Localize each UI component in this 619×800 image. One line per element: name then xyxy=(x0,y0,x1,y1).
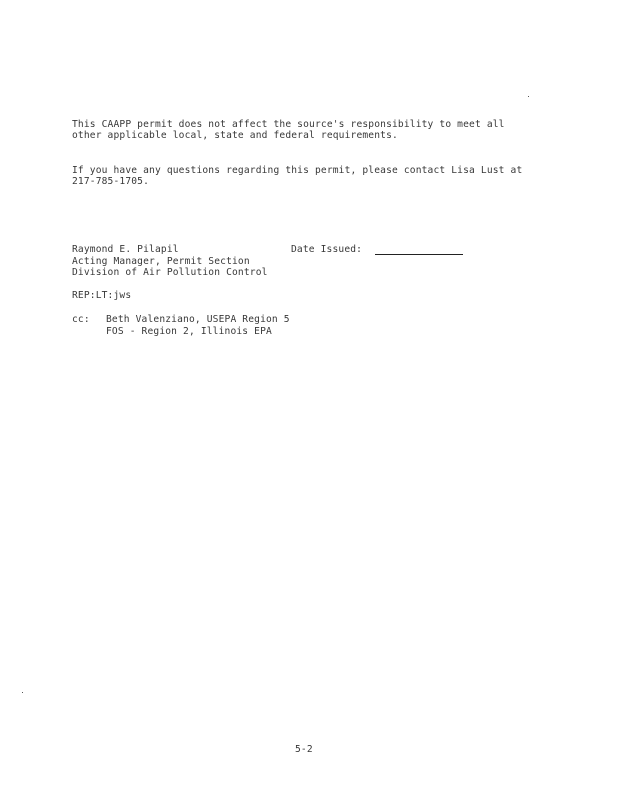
signatory-title: Acting Manager, Permit Section xyxy=(72,256,250,267)
cc-recipient: Beth Valenziano, USEPA Region 5 xyxy=(106,314,290,325)
page-number: 5-2 xyxy=(295,744,313,755)
permit-responsibility-paragraph xyxy=(72,119,505,141)
contact-paragraph xyxy=(72,165,522,187)
reference-initials: REP:LT:jws xyxy=(72,290,132,301)
scan-speck xyxy=(528,96,529,97)
date-issued-label: Date Issued: xyxy=(291,244,363,255)
paragraph-line: 217-785-1705. xyxy=(72,176,150,187)
cc-label: cc: xyxy=(72,314,90,325)
cc-recipient: FOS - Region 2, Illinois EPA xyxy=(106,326,272,337)
paragraph-line: other applicable local, state and federal requirements. xyxy=(72,130,398,141)
signatory-name: Raymond E. Pilapil xyxy=(72,244,179,255)
scan-speck xyxy=(22,692,23,693)
date-issued-blank-line xyxy=(375,254,463,255)
paragraph-line: If you have any questions regarding this permit, please contact Lisa Lust at xyxy=(72,165,523,176)
paragraph-line: This CAAPP permit does not affect the source's responsibility to meet all xyxy=(72,119,505,130)
signatory-division: Division of Air Pollution Control xyxy=(72,267,268,278)
